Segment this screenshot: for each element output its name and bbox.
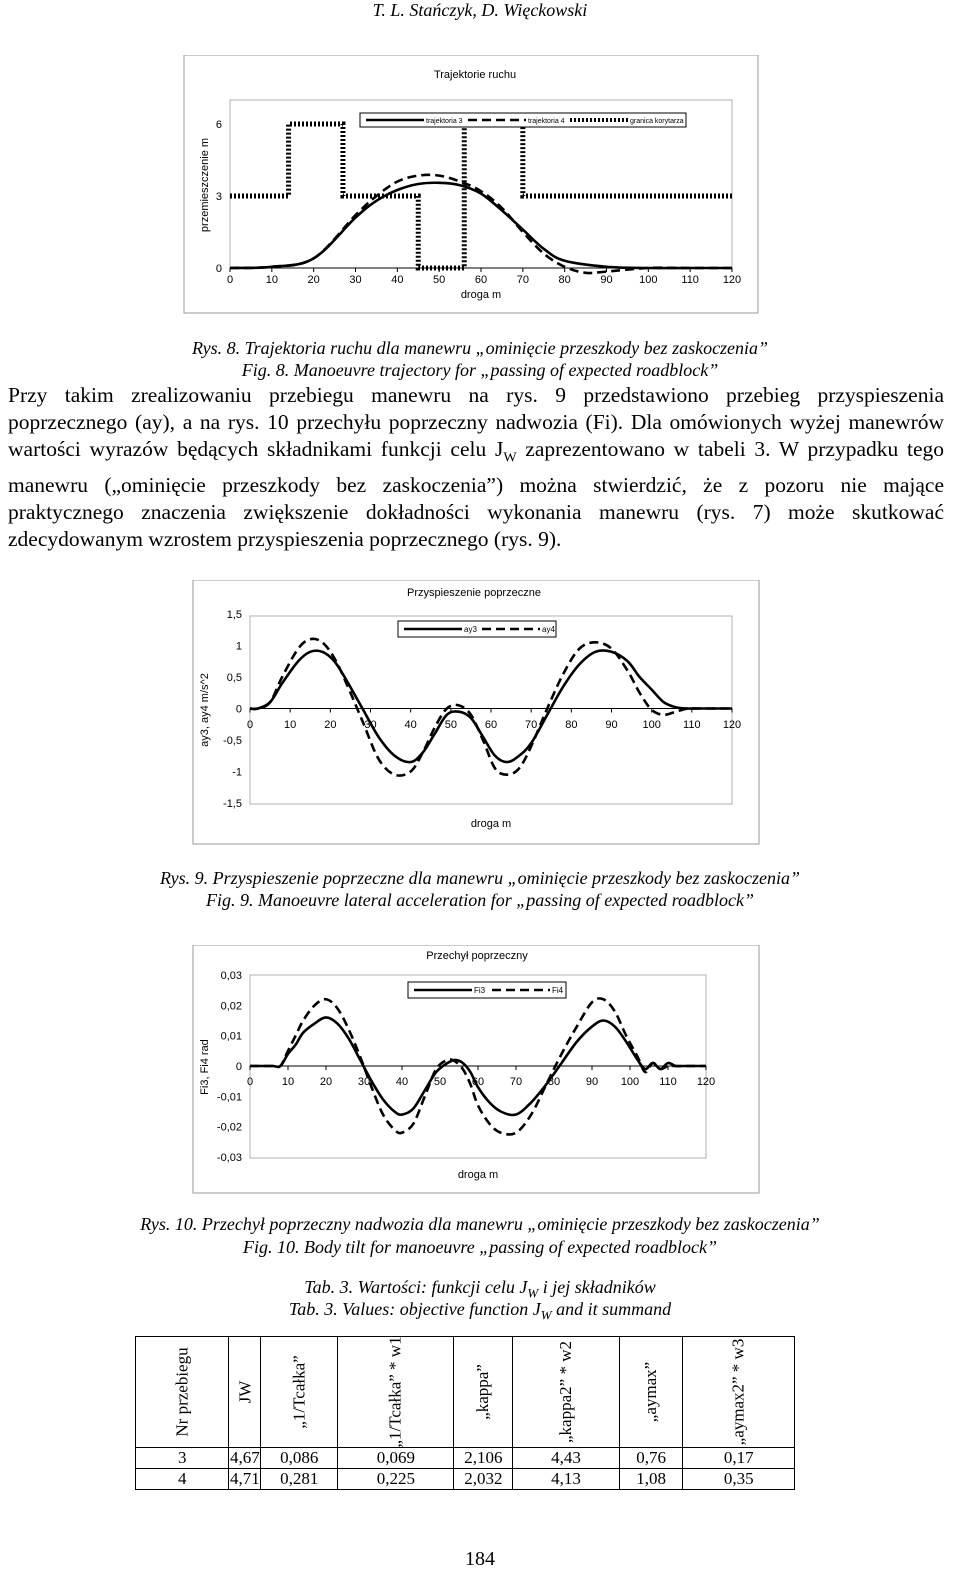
col-header-label: JW (234, 1380, 254, 1404)
series-line-trajektoria-3 (230, 183, 732, 268)
y-tick-label: 0 (215, 263, 222, 275)
chart-title: Przechył poprzeczny (426, 950, 528, 962)
col-header-label: „1/Tcałka” * w1 (385, 1336, 405, 1448)
y-tick-label: 0,03 (220, 970, 242, 982)
y-tick-label: 1 (235, 640, 242, 653)
table-cell: 4 (136, 1469, 229, 1490)
x-tick-label: 60 (484, 719, 498, 731)
col-header (513, 1337, 620, 1448)
x-tick-label: 30 (349, 274, 362, 286)
body-paragraph (8, 382, 944, 554)
x-tick-label: 120 (722, 719, 742, 731)
table-row (136, 1469, 795, 1490)
x-tick-label: 80 (565, 719, 578, 731)
col-header-label: „aymax” (641, 1361, 661, 1423)
x-tick-label: 100 (642, 719, 661, 731)
col-header (454, 1337, 513, 1448)
table-caption-pl-tail: i jej składników (538, 1277, 656, 1297)
x-tick-label: 80 (558, 274, 571, 286)
table-caption-pl-text: Tab. 3. Wartości: funkcji celu J (304, 1277, 528, 1297)
x-tick-label: 110 (659, 1076, 677, 1088)
col-header-label: „kappa2” * w2 (555, 1341, 575, 1443)
table-cell: 2,106 (454, 1448, 513, 1469)
y-tick-label: 6 (215, 119, 222, 131)
chart-title: Trajektorie ruchu (433, 69, 517, 81)
x-tick-label: 90 (600, 274, 613, 286)
table-cell: 0,35 (683, 1469, 795, 1490)
legend-label: trajektoria 3 (426, 118, 463, 125)
y-tick-label: -1 (232, 766, 242, 779)
table-cell: 1,08 (619, 1469, 683, 1490)
x-tick-label: 30 (364, 719, 377, 731)
x-tick-label: 20 (324, 719, 337, 731)
paragraph-part-2: zaprezentowano w tabeli 3. W przypadku tego manewru („ominięcie przeszkody bez zaskoczenia”) można stwierdzić, że z pozoru nie mające praktycznego znaczenia zwiększenie dokładności wykonania manewru (rys. 7) może skutkować zdecydowanym wzrostem przyspieszenia poprzecznego (rys. 9). (8, 437, 944, 552)
x-tick-label: 60 (471, 1076, 485, 1088)
figure-8-caption-pl: Rys. 8. Trajektoria ruchu dla manewru „ominięcie przeszkody bez zaskoczenia” (191, 338, 769, 358)
col-header-label: Nr przebiegu (172, 1347, 192, 1437)
legend-label: ay4 (542, 625, 555, 634)
x-tick-label: 90 (585, 1076, 599, 1088)
figure-9-caption-pl: Rys. 9. Przyspieszenie poprzeczne dla manewru „ominięcie przeszkody bez zaskoczenia” (159, 868, 801, 888)
figure-10-caption-en: Fig. 10. Body tilt for manoeuvre „passing of expected roadblock” (242, 1237, 718, 1257)
x-tick-label: 100 (639, 274, 658, 286)
col-header-label: „kappa” (473, 1364, 493, 1420)
legend-label: Fi4 (552, 986, 564, 995)
table-cell: 0,225 (338, 1469, 454, 1490)
x-tick-label: 40 (391, 274, 404, 286)
col-header-label: „1/Tcałka” (289, 1355, 309, 1429)
paragraph-part-1: Przy takim zrealizowaniu przebiegu manewru na rys. 9 przedstawiono przebieg przyspieszenia poprzecznego (ay), a na rys. 10 przechyłu poprzeczny nadwozia (Fi). Dla omówionych wyżej manewrów wartości wyrazów będących składnikami funkcji celu J (8, 383, 944, 462)
y-tick-label: 1,5 (226, 609, 242, 621)
x-tick-label: 40 (404, 719, 417, 731)
y-tick-label: -0,01 (216, 1091, 242, 1104)
legend-label: Fi3 (474, 986, 486, 995)
legend-label: ay3 (464, 625, 477, 634)
table-3-caption-en (0, 1298, 960, 1327)
series-line-granica-korytarza (230, 124, 732, 268)
x-tick-label: 120 (722, 274, 742, 286)
col-header (261, 1337, 338, 1448)
x-tick-label: 90 (605, 719, 618, 731)
col-header (229, 1337, 261, 1448)
y-tick-label: 0,02 (220, 1000, 242, 1013)
x-tick-label: 0 (246, 1076, 254, 1088)
x-tick-label: 20 (307, 274, 320, 286)
y-axis-label: ay3, ay4 m/s^2 (199, 673, 211, 747)
table-caption-en-tail: and it summand (551, 1299, 672, 1319)
x-tick-label: 70 (516, 274, 529, 286)
x-tick-label: 70 (509, 1076, 523, 1088)
x-tick-label: 50 (433, 1076, 447, 1088)
table-row (136, 1448, 795, 1469)
y-axis-label: Fi3, Fi4 rad (199, 1039, 211, 1095)
x-tick-label: 70 (525, 719, 538, 731)
y-tick-label: 0,01 (220, 1030, 242, 1043)
x-tick-label: 100 (620, 1076, 640, 1088)
x-axis-label: droga m (470, 818, 512, 830)
x-tick-label: 60 (474, 274, 488, 286)
y-tick-label: -1,5 (223, 798, 242, 810)
x-tick-label: 0 (246, 719, 254, 731)
results-table (135, 1336, 795, 1490)
series-line-ay4 (250, 639, 732, 776)
x-tick-label: 10 (284, 719, 297, 731)
running-header: T. L. Stańczyk, D. Więckowski (372, 0, 588, 20)
y-tick-label: 0 (235, 1061, 242, 1073)
table-cell: 4,67 (229, 1448, 260, 1467)
series-line-ay3 (250, 650, 732, 762)
x-tick-label: 40 (395, 1076, 409, 1088)
series-line-trajektoria-4 (230, 175, 732, 273)
table-cell: 0,069 (338, 1448, 454, 1469)
table-cell: 4,71 (229, 1469, 260, 1488)
table-cell: 0,086 (261, 1448, 338, 1469)
figure-10-caption-pl: Rys. 10. Przechył poprzeczny nadwozia dla manewru „ominięcie przeszkody bez zaskoczenia” (140, 1214, 820, 1234)
chart-title: Przyspieszenie poprzeczne (407, 587, 541, 599)
table-cell: 4,43 (513, 1448, 620, 1469)
chart-trajectory (0, 55, 960, 315)
x-tick-label: 110 (683, 719, 701, 731)
col-header (136, 1337, 229, 1448)
y-tick-label: 3 (215, 191, 222, 203)
col-header (619, 1337, 683, 1448)
x-tick-label: 110 (681, 274, 699, 286)
table-caption-en-text: Tab. 3. Values: objective function J (288, 1299, 541, 1319)
legend-label: trajektoria 4 (528, 118, 565, 125)
chart-body-tilt (0, 945, 960, 1195)
table-cell: 0,281 (261, 1469, 338, 1490)
x-tick-label: 0 (226, 274, 234, 286)
x-tick-label: 50 (444, 719, 457, 731)
x-tick-label: 30 (357, 1076, 371, 1088)
legend-label: granica korytarza (630, 118, 684, 125)
x-tick-label: 10 (265, 274, 278, 286)
table-cell: 4,13 (513, 1469, 620, 1490)
table-caption-en-sub: W (540, 1307, 552, 1323)
x-tick-label: 120 (696, 1076, 716, 1088)
table-caption-pl-sub: W (527, 1285, 539, 1301)
y-tick-label: -0,02 (216, 1121, 242, 1134)
y-axis-label: przemieszczenie m (199, 137, 211, 233)
figure-9-caption-en: Fig. 9. Manoeuvre lateral acceleration for „passing of expected roadblock” (205, 890, 755, 910)
table-cell: 2,032 (454, 1469, 513, 1490)
page-number: 184 (465, 1548, 495, 1570)
x-axis-label: droga m (457, 1169, 499, 1181)
y-tick-label: -0,03 (216, 1152, 242, 1164)
table-cell: 3 (136, 1448, 229, 1469)
x-tick-label: 50 (433, 274, 446, 286)
col-header-label: „aymax2” * w3 (728, 1338, 748, 1446)
x-tick-label: 20 (319, 1076, 333, 1088)
col-header (683, 1337, 795, 1448)
x-tick-label: 10 (281, 1076, 295, 1088)
x-axis-label: droga m (460, 289, 502, 301)
table-header-row (136, 1337, 795, 1448)
y-tick-label: -0,5 (223, 735, 242, 747)
table-cell: 0,76 (619, 1448, 683, 1469)
table-cell: 0,17 (683, 1448, 795, 1469)
y-tick-label: 0 (235, 703, 242, 716)
figure-8-caption-en: Fig. 8. Manoeuvre trajectory for „passing of expected roadblock” (241, 360, 719, 380)
y-tick-label: 0,5 (226, 672, 242, 684)
chart-lateral-acceleration (0, 580, 960, 845)
col-header (338, 1337, 454, 1448)
x-tick-label: 80 (547, 1076, 561, 1088)
paragraph-subscript: W (503, 450, 517, 466)
